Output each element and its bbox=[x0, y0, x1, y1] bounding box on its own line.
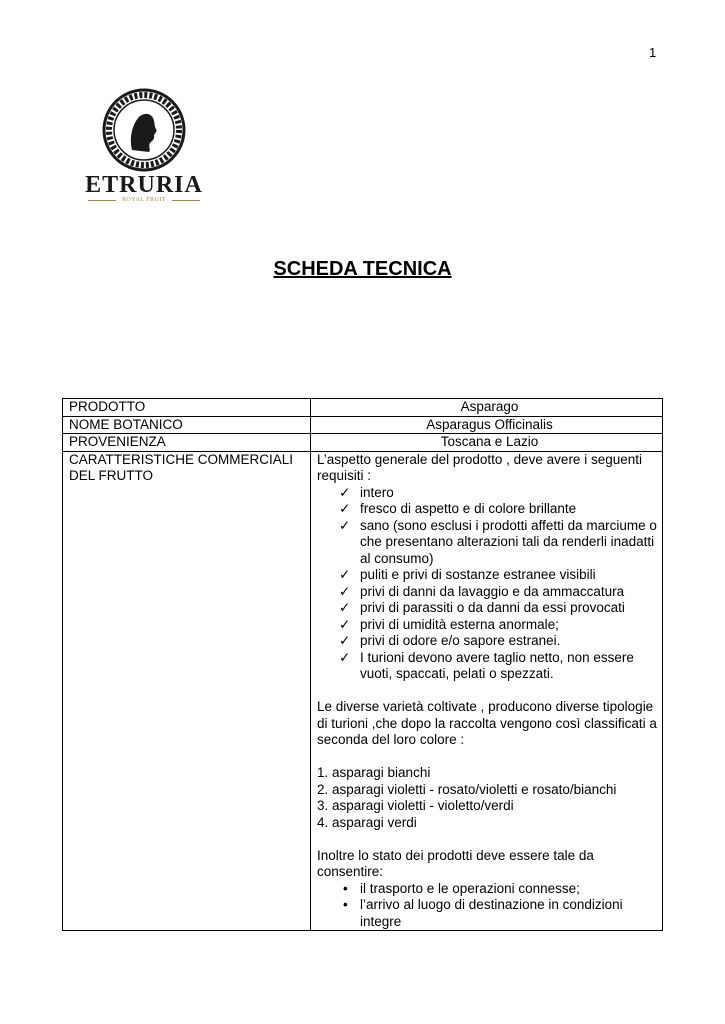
row-label: PRODOTTO bbox=[63, 399, 311, 417]
document-title: SCHEDA TECNICA bbox=[273, 258, 452, 280]
table-row bbox=[63, 399, 663, 417]
bullet-icon: • bbox=[343, 897, 348, 912]
logo-rule-right bbox=[172, 200, 200, 201]
list-item: ✓ privi di parassiti o da danni da essi provocati bbox=[339, 600, 625, 615]
requisiti-intro: L’aspetto generale del prodotto , deve avere i seguenti requisiti : bbox=[317, 451, 642, 483]
logo-tagline: ROYAL FRUIT bbox=[121, 197, 167, 203]
list-item: ✓ fresco di aspetto e di colore brillante bbox=[339, 501, 577, 516]
caratteristiche-cell bbox=[311, 451, 663, 931]
medallion-icon bbox=[74, 88, 214, 172]
row-value: Asparago bbox=[311, 399, 663, 417]
spacer bbox=[317, 749, 662, 766]
check-icon: ✓ bbox=[339, 517, 351, 533]
row-label: CARATTERISTICHE COMMERCIALI DEL FRUTTO bbox=[63, 451, 311, 931]
list-item: ✓ puliti e privi di sostanze estranee visibili bbox=[339, 567, 596, 582]
list-item: ✓ sano (sono esclusi i prodotti affetti da marciume o che presentano alterazioni tali da renderli inadatti al consumo) bbox=[339, 517, 657, 566]
tipologie-list bbox=[317, 765, 662, 831]
spacer bbox=[317, 831, 662, 848]
row-value: Toscana e Lazio bbox=[311, 434, 663, 452]
row-value: Asparagus Officinalis bbox=[311, 416, 663, 434]
check-icon: ✓ bbox=[339, 501, 351, 516]
check-icon: ✓ bbox=[339, 600, 351, 615]
page-number: 1 bbox=[649, 45, 657, 60]
list-item: • il trasporto e le operazioni connesse; bbox=[343, 880, 580, 896]
list-item: ✓ intero bbox=[339, 484, 394, 500]
list-item: 1. asparagi bianchi bbox=[317, 765, 431, 780]
check-icon: ✓ bbox=[339, 633, 351, 648]
requisiti-list bbox=[317, 485, 662, 683]
varieta-intro: Le diverse varietà coltivate , producono diverse tipologie di turioni ,che dopo la raccolta vengono così classificati a seconda del loro colore : bbox=[317, 699, 657, 747]
stato-intro: Inoltre lo stato dei prodotti deve essere tale da consentire: bbox=[317, 847, 594, 879]
check-icon: ✓ bbox=[339, 616, 351, 632]
spec-table bbox=[62, 398, 663, 931]
table-row bbox=[63, 434, 663, 452]
table-row bbox=[63, 416, 663, 434]
list-item: ✓ privi di danni da lavaggio e da ammaccatura bbox=[339, 583, 625, 599]
list-item: ✓ I turioni devono avere taglio netto, non essere vuoti, spaccati, pelati o spezzati. bbox=[339, 649, 634, 681]
spacer bbox=[317, 683, 662, 700]
list-item: 3. asparagi violetti - violetto/verdi bbox=[317, 798, 514, 813]
table-row bbox=[63, 451, 663, 931]
check-icon: ✓ bbox=[339, 567, 351, 582]
row-label: PROVENIENZA bbox=[63, 434, 311, 452]
list-item: 4. asparagi verdi bbox=[317, 814, 417, 830]
logo-wordmark: ETRURIA bbox=[85, 172, 203, 198]
check-icon: ✓ bbox=[339, 649, 351, 665]
list-item: ✓ privi di odore e/o sapore estranei. bbox=[339, 633, 561, 648]
check-icon: ✓ bbox=[339, 583, 351, 599]
check-icon: ✓ bbox=[339, 484, 351, 500]
list-item: • l’arrivo al luogo di destinazione in condizioni integre bbox=[343, 897, 623, 929]
row-label: NOME BOTANICO bbox=[63, 416, 311, 434]
list-item: 2. asparagi violetti - rosato/violetti e rosato/bianchi bbox=[317, 781, 617, 797]
condizioni-list bbox=[317, 881, 662, 931]
bullet-icon: • bbox=[343, 880, 348, 896]
list-item: ✓ privi di umidità esterna anormale; bbox=[339, 616, 559, 632]
etruria-logo bbox=[74, 88, 214, 208]
